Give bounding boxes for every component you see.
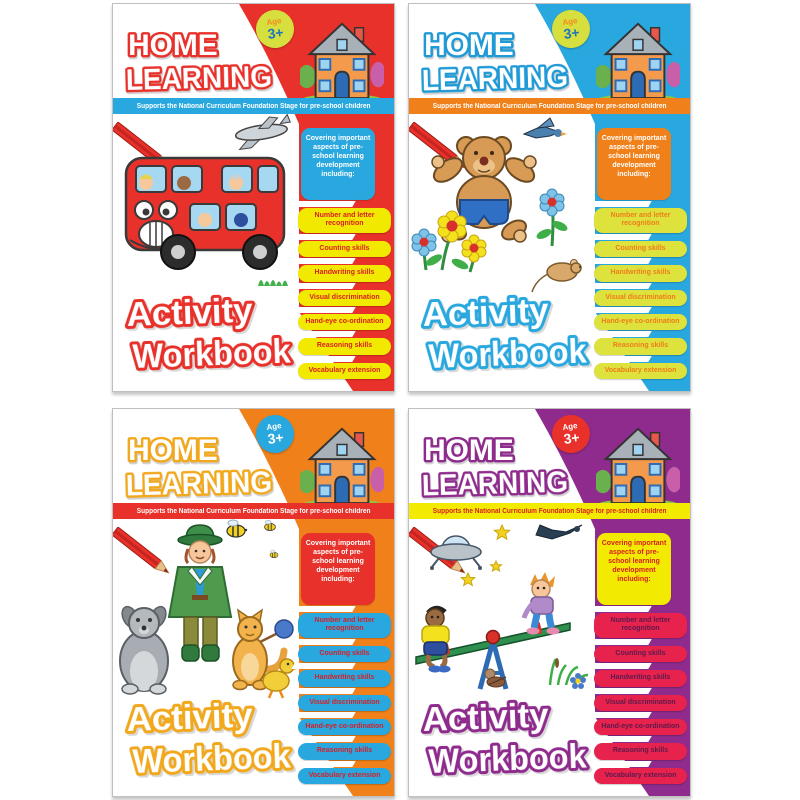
workbook-title: [121, 292, 303, 386]
skill-pill: Hand-eye co-ordination: [298, 719, 391, 735]
age-badge-label: Age: [265, 421, 283, 433]
bee-icon: [265, 520, 276, 530]
skill-pill: Visual discrimination: [594, 290, 687, 306]
workbook-line2: Workbook: [427, 332, 595, 376]
skill-pill: Handwriting skills: [594, 265, 687, 281]
workbook-line2: Workbook: [131, 332, 299, 376]
star-icon: [494, 525, 509, 539]
covering-box: Covering important aspects of pre-school learning development including:: [597, 128, 671, 200]
covering-box: Covering important aspects of pre-school learning development including:: [301, 128, 375, 200]
skill-pill: Reasoning skills: [298, 743, 391, 759]
skills-list: [594, 613, 687, 784]
flower-icon: [535, 189, 569, 246]
bee-icon: [270, 550, 278, 558]
age-badge-label: Age: [561, 421, 579, 433]
skill-pill: Vocabulary extension: [298, 363, 391, 379]
star-icon: [461, 573, 475, 585]
skills-list: [594, 208, 687, 379]
house-icon: [300, 14, 384, 104]
workbook-line1: Activity: [421, 291, 547, 334]
skill-pill: Handwriting skills: [298, 670, 391, 686]
skill-pill: Vocabulary extension: [594, 768, 687, 784]
bee-icon: [227, 520, 247, 537]
skill-pill: Counting skills: [298, 241, 391, 257]
workbook-cover-red: [112, 3, 395, 392]
skill-pill: Hand-eye co-ordination: [594, 719, 687, 735]
curriculum-banner-text: Supports the National Curriculum Foundation Stage for pre-school children: [136, 102, 371, 110]
curriculum-banner: [113, 98, 394, 114]
logo-line1: HOME: [128, 30, 218, 63]
skill-pill: Handwriting skills: [594, 670, 687, 686]
skill-pill: Counting skills: [298, 646, 391, 662]
skill-pill: Number and letter recognition: [594, 613, 687, 638]
skills-list: [298, 208, 391, 379]
curriculum-banner: [409, 98, 690, 114]
skill-pill: Reasoning skills: [298, 338, 391, 354]
workbook-cover-blue: [408, 3, 691, 392]
age-badge-label: Age: [561, 16, 579, 28]
skills-list: [298, 613, 391, 784]
age-badge-value: 3+: [266, 23, 285, 42]
skill-pill: Vocabulary extension: [298, 768, 391, 784]
workbook-line1: Activity: [421, 696, 547, 739]
curriculum-banner-text: Supports the National Curriculum Foundation Stage for pre-school children: [136, 507, 371, 515]
covering-box: Covering important aspects of pre-school learning development including:: [597, 533, 671, 605]
logo-line2: LEARNING: [125, 466, 279, 503]
workbook-cover-orange: [112, 408, 395, 797]
aeroplane-icon: [234, 114, 293, 150]
workbook-line2: Workbook: [131, 737, 299, 781]
logo-line2: LEARNING: [421, 61, 575, 98]
house-icon: [596, 419, 680, 509]
seesaw: [416, 572, 570, 689]
bus-illustration: [114, 116, 298, 293]
dog-icon: [119, 604, 169, 694]
age-badge-value: 3+: [562, 23, 581, 42]
teddy-illustration: [410, 116, 594, 293]
skill-pill: Counting skills: [594, 646, 687, 662]
skill-pill: Vocabulary extension: [594, 363, 687, 379]
star-icon: [490, 561, 501, 571]
grass-icon: [258, 280, 288, 286]
skill-pill: Number and letter recognition: [298, 208, 391, 233]
logo-line2: LEARNING: [125, 61, 279, 98]
workbook-cover-purple: [408, 408, 691, 797]
house-icon: [596, 14, 680, 104]
workbook-line2: Workbook: [427, 737, 595, 781]
workbook-line1: Activity: [125, 291, 251, 334]
skill-pill: Reasoning skills: [594, 743, 687, 759]
pencil-icon: [112, 527, 172, 577]
skill-pill: Number and letter recognition: [594, 208, 687, 233]
logo-line1: HOME: [424, 435, 514, 468]
house-icon: [300, 419, 384, 509]
seesaw-illustration: [410, 521, 594, 698]
curriculum-banner: [113, 503, 394, 519]
curriculum-banner-text: Supports the National Curriculum Foundation Stage for pre-school children: [432, 102, 667, 110]
workbook-title: [417, 292, 599, 386]
skill-pill: Hand-eye co-ordination: [594, 314, 687, 330]
skill-pill: Visual discrimination: [298, 695, 391, 711]
bird-dark-icon: [536, 525, 582, 539]
skill-pill: Hand-eye co-ordination: [298, 314, 391, 330]
logo-line2: LEARNING: [421, 466, 575, 503]
skill-pill: Visual discrimination: [594, 695, 687, 711]
workbook-line1: Activity: [125, 696, 251, 739]
man-and-pets-illustration: [114, 521, 298, 698]
workbook-title: [121, 697, 303, 791]
curriculum-banner-text: Supports the National Curriculum Foundation Stage for pre-school children: [432, 507, 667, 515]
workbook-title: [417, 697, 599, 791]
man-figure: [169, 525, 231, 661]
age-badge-value: 3+: [266, 428, 285, 447]
boy-figure: [422, 608, 451, 672]
skill-pill: Visual discrimination: [298, 290, 391, 306]
logo-line1: HOME: [128, 435, 218, 468]
girl-figure: [524, 572, 560, 635]
age-badge-label: Age: [265, 16, 283, 28]
logo-line1: HOME: [424, 30, 514, 63]
skill-pill: Reasoning skills: [594, 338, 687, 354]
bird-icon: [524, 118, 567, 138]
skill-pill: Handwriting skills: [298, 265, 391, 281]
mouse-icon: [532, 260, 581, 293]
skill-pill: Counting skills: [594, 241, 687, 257]
curriculum-banner: [409, 503, 690, 519]
age-badge-value: 3+: [562, 428, 581, 447]
covering-box: Covering important aspects of pre-school learning development including:: [301, 533, 375, 605]
skill-pill: Number and letter recognition: [298, 613, 391, 638]
